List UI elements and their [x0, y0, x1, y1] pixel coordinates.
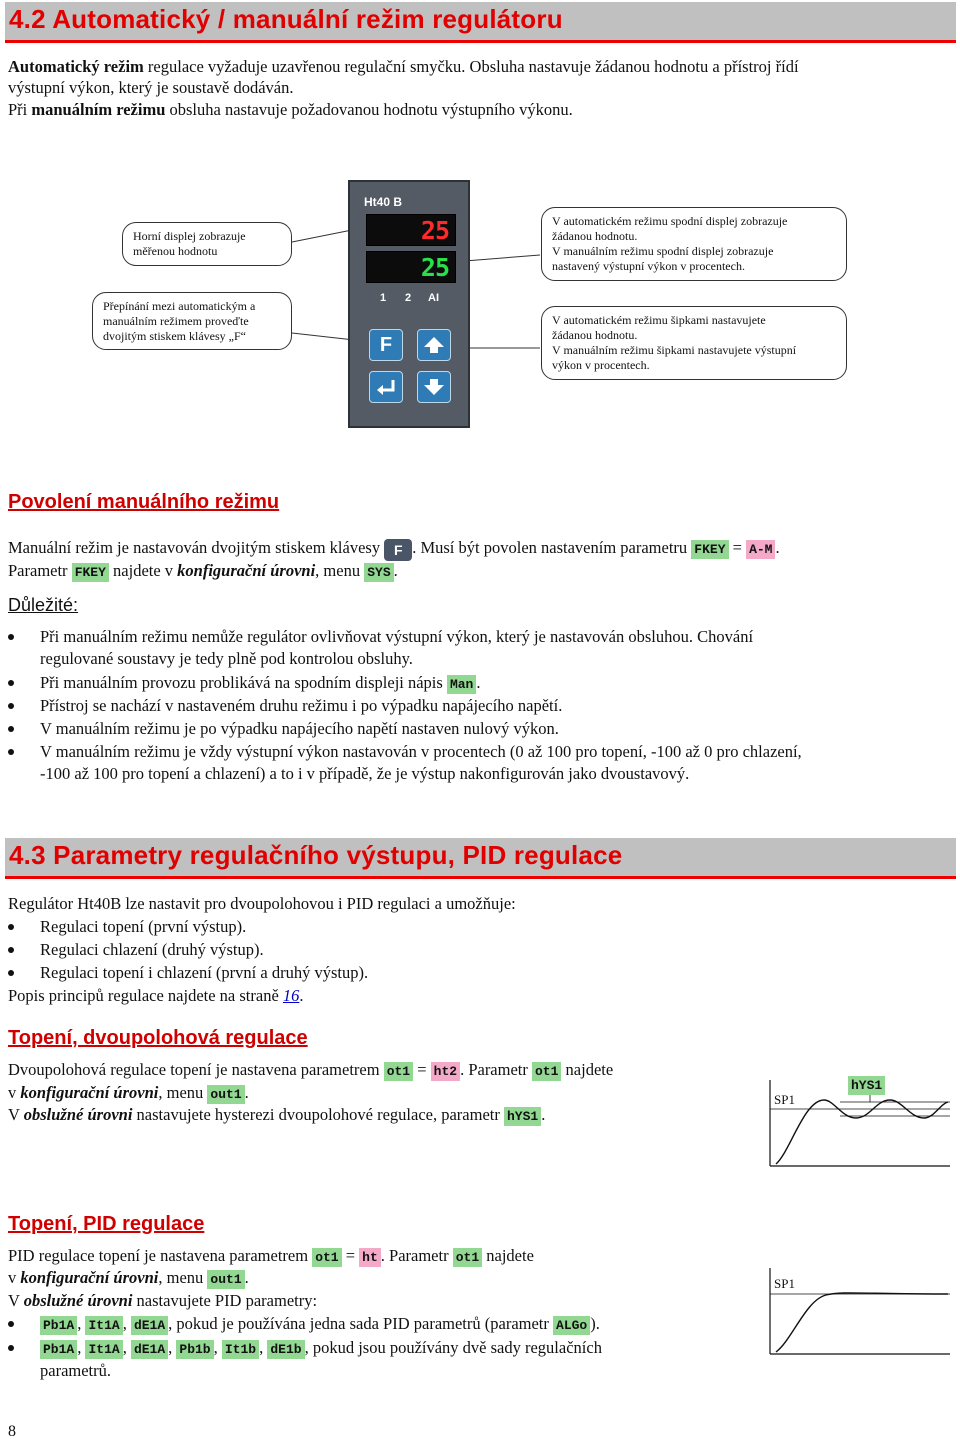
bullet-dot [8, 1345, 14, 1351]
onoff-line-3: V obslužné úrovni nastavujete hysterezi dvoupolohové regulace, parametr hYS1 . [8, 1105, 546, 1124]
lower-display [366, 251, 456, 283]
important-item-1b: regulované soustavy je tedy plně pod kontrolou obsluhy. [40, 649, 413, 668]
important-item-3: Přístroj se nachází v nastaveném druhu režimu i po výpadku napájecího napětí. [40, 696, 563, 715]
graph-label-hys1: hYS1 [848, 1076, 885, 1094]
menu-out1: out1 [207, 1270, 244, 1289]
led-1: 1 [380, 292, 387, 304]
param-fkey: FKEY [691, 540, 728, 559]
led-2: 2 [405, 292, 412, 304]
display-man: Man [447, 675, 476, 694]
important-item-5a: V manuálním režimu je vždy výstupní výkon nastavován v procentech (0 až 100 pro topení, -100 až 0 pro chlazení, [40, 742, 802, 761]
param-ot1: ot1 [384, 1062, 413, 1081]
param-hys1: hYS1 [504, 1107, 541, 1126]
pid-set-one: Pb1A , It1A , dE1A , pokud je používána jedna sada PID parametrů (parametr ALGo ). [40, 1313, 600, 1337]
manual-line-2: Parametr FKEY najdete v konfigurační úrovni, menu SYS . [8, 561, 398, 580]
onoff-line-1: Dvoupolohová regulace topení je nastavena parametrem ot1 = ht2 . Parametr ot1 najdete [8, 1060, 614, 1079]
capability-item-3: Regulaci topení i chlazení (první a druhý výstup). [40, 963, 369, 982]
capability-item-2: Regulaci chlazení (druhý výstup). [40, 940, 264, 959]
bullet-dot [8, 680, 14, 686]
bullet-dot [8, 634, 14, 640]
arrow-up-icon [418, 330, 450, 360]
heading-text: 4.3 Parametry regulačního výstupu, PID regulace [9, 840, 623, 870]
bullet-dot [8, 924, 14, 930]
capability-item-1: Regulaci topení (první výstup). [40, 917, 247, 936]
pid-intro: Regulátor Ht40B lze nastavit pro dvoupolohovou i PID regulaci a umožňuje: [8, 894, 516, 913]
device-model-label: Ht40 B [364, 195, 403, 209]
param-algo: ALGo [553, 1316, 590, 1335]
subheading-manual-mode: Povolení manuálního režimu [8, 491, 280, 513]
lower-display-value: 25 [420, 253, 449, 282]
bullet-dot [8, 970, 14, 976]
param-ot1: ot1 [312, 1248, 341, 1267]
pid-response-graph [762, 1262, 952, 1358]
callout-arrow-keys: V automatickém režimu šipkami nastavujete žádanou hodnotu. V manuálním režimu šipkami nastavujete výstupní výkon v procentech. [541, 306, 847, 380]
callout-lower-display: V automatickém režimu spodní displej zobrazuje žádanou hodnotu. V manuálním režimu spodní displej zobrazuje nastavený výstupní výkon v procentech. [541, 207, 847, 281]
down-arrow-key[interactable] [417, 371, 451, 403]
menu-out1: out1 [207, 1085, 244, 1104]
arrow-down-icon [418, 372, 450, 402]
graph-label-sp1: SP1 [774, 1092, 795, 1107]
intro-line-1: Automatický režim regulace vyžaduje uzavřenou regulační smyčku. Obsluha nastavuje žádanou hodnotu a přístroj řídí [8, 57, 799, 76]
important-item-4: V manuálním režimu je po výpadku napájecího napětí nastaven nulový výkon. [40, 719, 559, 738]
important-item-2: Při manuálním provozu problikává na spodním displeji nápis Man . [40, 673, 481, 692]
onoff-line-2: v konfigurační úrovni, menu out1 . [8, 1083, 249, 1102]
callout-upper-display: Horní displej zobrazuje měřenou hodnotu [122, 222, 292, 266]
enter-key[interactable] [369, 371, 403, 403]
value-ht2: ht2 [431, 1062, 460, 1081]
subheading-onoff: Topení, dvoupolohová regulace [8, 1027, 308, 1049]
value-a-m: A-M [746, 540, 775, 559]
upper-display-value: 25 [420, 216, 449, 245]
pid-line-3: V obslužné úrovni nastavujete PID parametry: [8, 1291, 318, 1310]
bullet-dot [8, 749, 14, 755]
intro-line-3: Při manuálním režimu obsluha nastavuje požadovanou hodnotu výstupního výkonu. [8, 100, 573, 119]
bullet-dot [8, 703, 14, 709]
subheading-pid: Topení, PID regulace [8, 1213, 205, 1235]
pid-set-two-cont: parametrů. [40, 1361, 112, 1380]
value-ht: ht [359, 1248, 381, 1267]
important-item-5b: -100 až 100 pro topení a chlazení) a to i v případě, že je výstup nakonfigurován jako dvoustavový. [40, 764, 690, 783]
bullet-dot [8, 1321, 14, 1327]
pid-line-2: v konfigurační úrovni, menu out1 . [8, 1268, 249, 1287]
page-number: 8 [8, 1423, 16, 1440]
enter-icon [370, 372, 402, 402]
up-arrow-key[interactable] [417, 329, 451, 361]
intro-line-2: výstupní výkon, který je soustavě dodáván. [8, 78, 294, 97]
page-link[interactable]: 16 [282, 986, 300, 1005]
bullet-dot [8, 726, 14, 732]
important-item-1a: Při manuálním režimu nemůže regulátor ovlivňovat výstupní výkon, který je nastavován obsluhou. Chování [40, 627, 754, 646]
pid-line-1: PID regulace topení je nastavena parametrem ot1 = ht . Parametr ot1 najdete [8, 1246, 534, 1265]
led-ai: AI [428, 292, 439, 304]
controller-device-image [348, 180, 470, 428]
manual-line-1: Manuální režim je nastavován dvojitým stiskem klávesy F . Musí být povolen nastavením parametru FKEY = A-M . [8, 537, 780, 561]
pid-set-two: Pb1A , It1A , dE1A , Pb1b , It1b , dE1b , pokud jsou používány dvě sady regulačních [40, 1337, 602, 1361]
onoff-response-graph [762, 1072, 952, 1170]
menu-sys: SYS [364, 563, 393, 582]
page-reference: Popis principů regulace najdete na straně 16. [8, 986, 304, 1005]
heading-text: 4.2 Automatický / manuální režim regulátoru [9, 4, 563, 34]
section-heading-4-3 [5, 838, 956, 879]
bullet-dot [8, 947, 14, 953]
section-heading-4-2 [5, 2, 956, 43]
upper-display [366, 214, 456, 246]
graph-label-sp1: SP1 [774, 1276, 795, 1291]
callout-mode-switch: Přepínání mezi automatickým a manuálním režimem proveďte dvojitým stiskem klávesy „F“ [92, 292, 292, 350]
f-key[interactable]: F [369, 329, 403, 361]
important-heading: Důležité: [8, 595, 79, 615]
f-key-icon: F [384, 539, 412, 561]
